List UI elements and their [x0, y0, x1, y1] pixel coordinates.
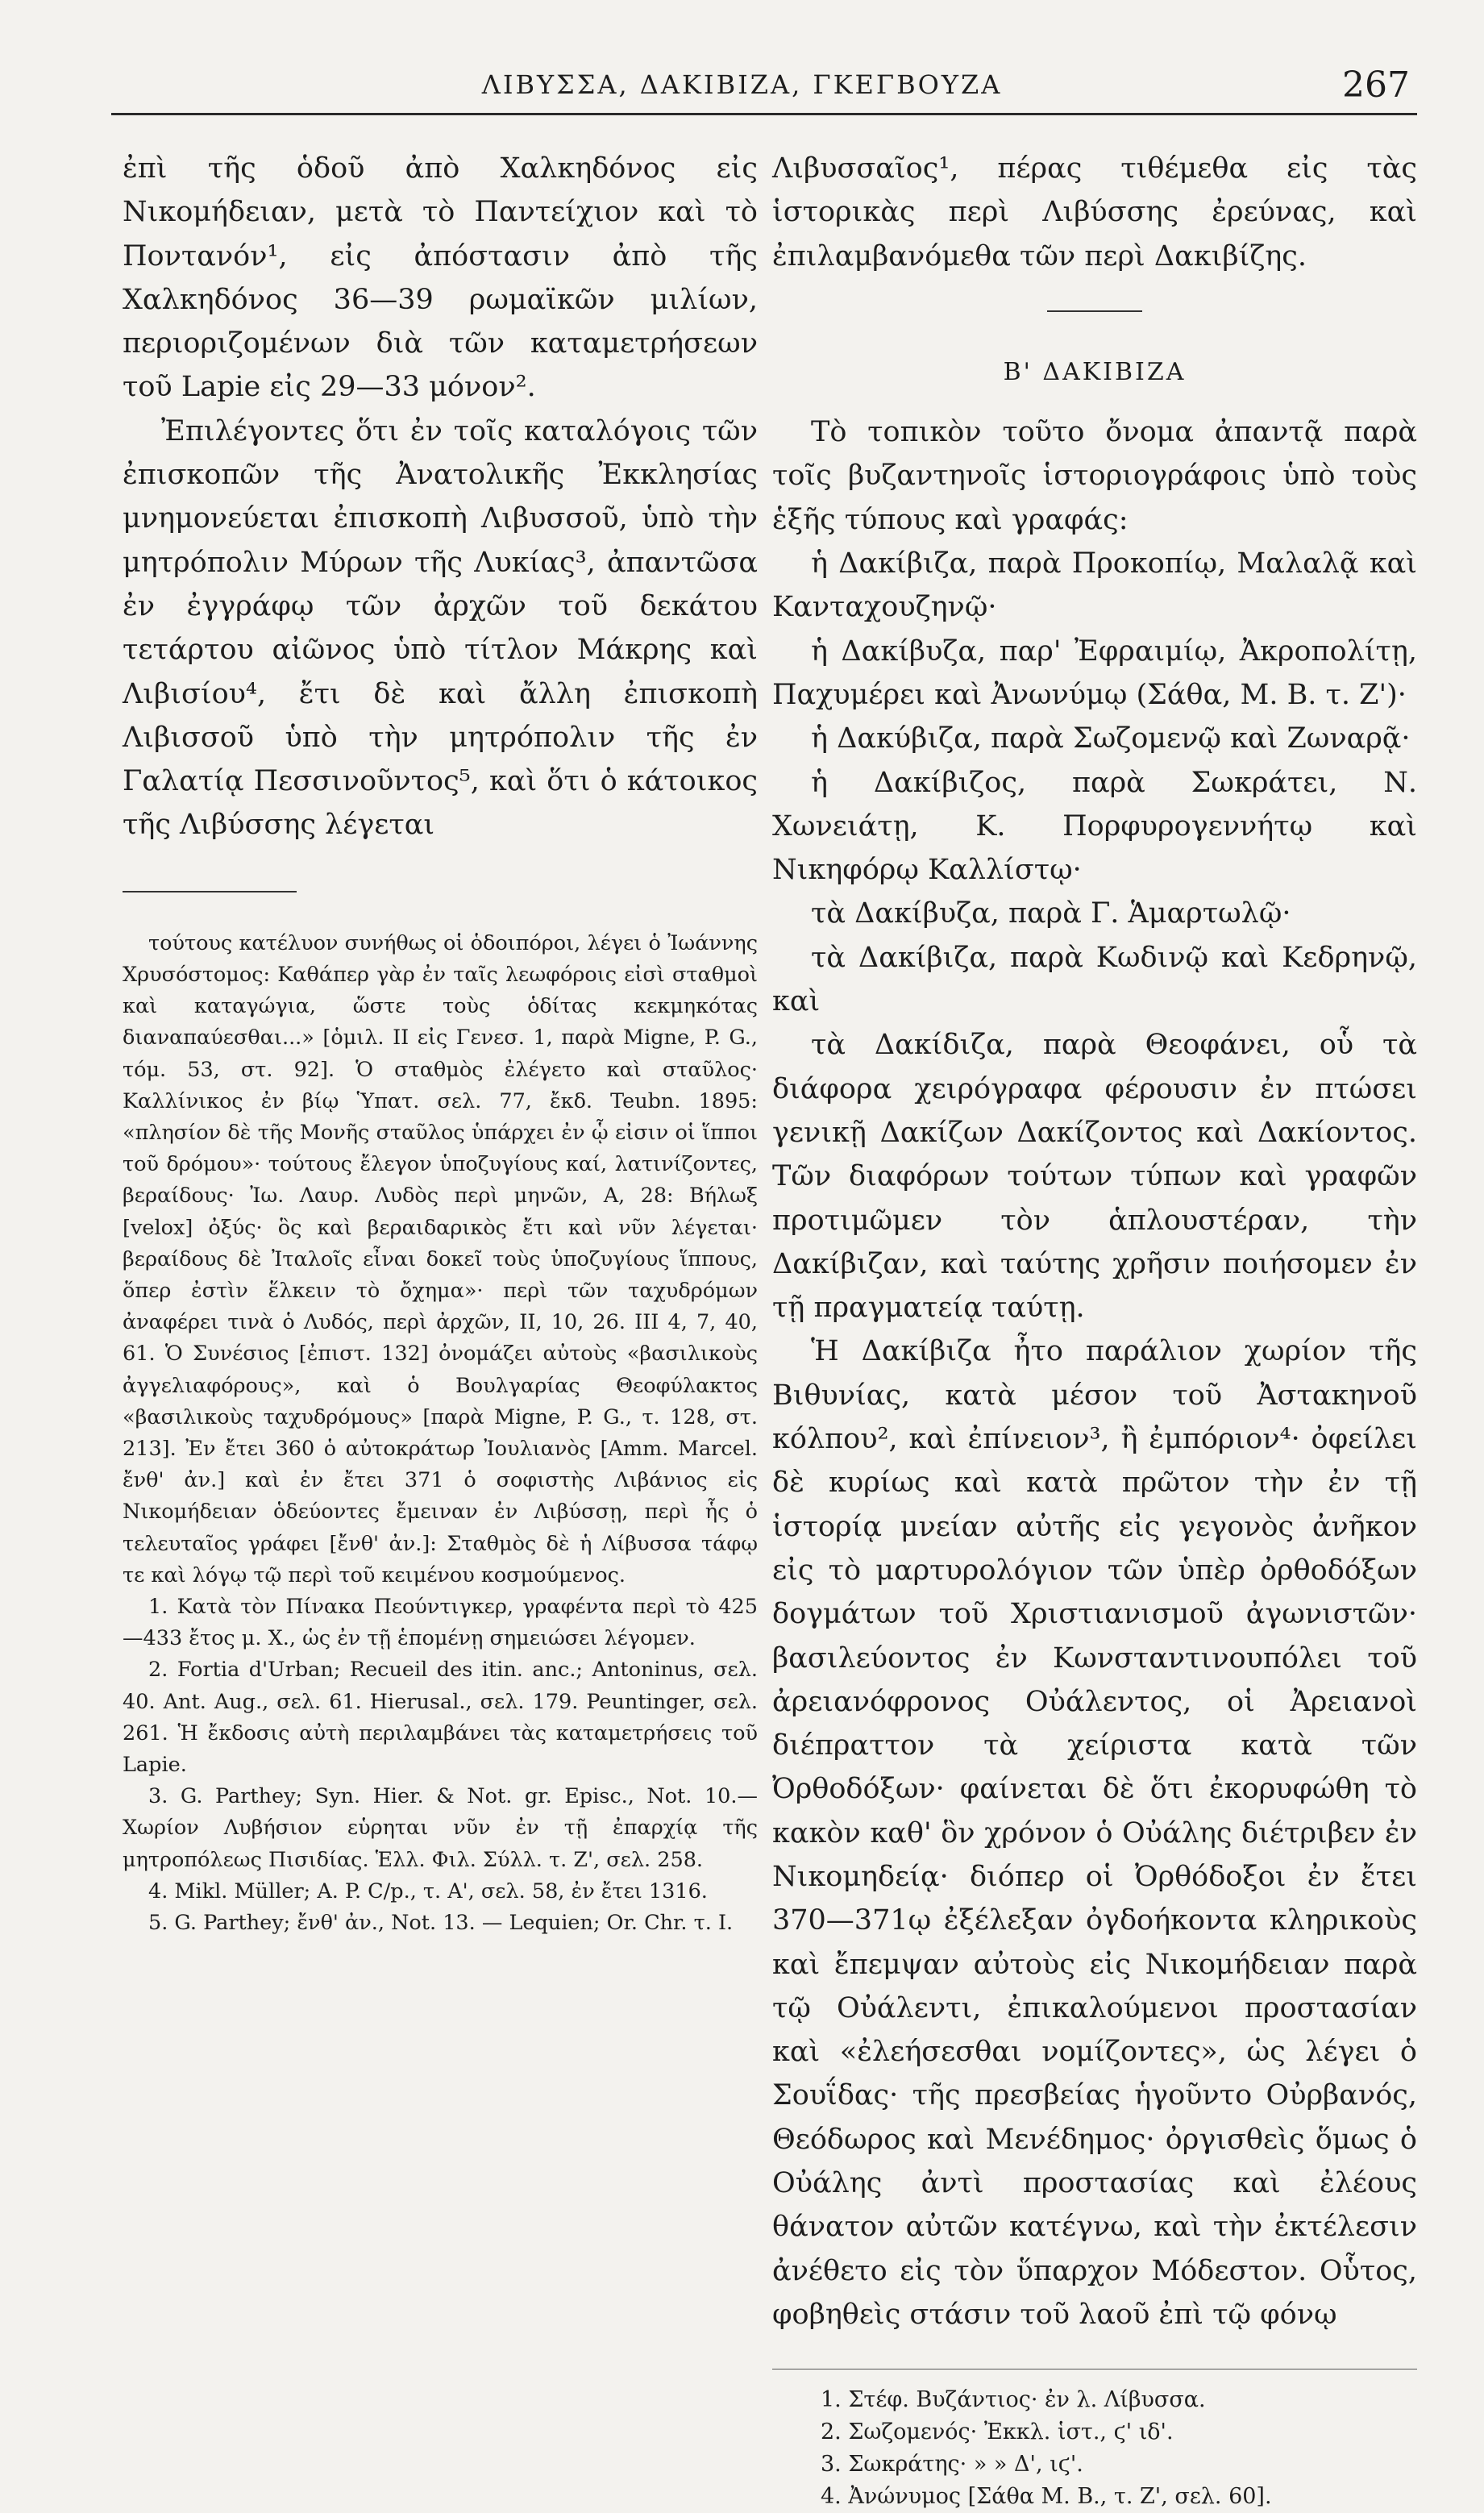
footnote-1: 1. Στέφ. Βυζάντιος· ἐν λ. Λίβυσσα. [821, 2387, 1206, 2413]
footnote-continuation: τούτους κατέλυον συνήθως οἱ ὁδοιπόροι, λέγει ὁ Ἰωάννης Χρυσόστομος: Καθάπερ γὰρ ἐν ταῖς λεωφόροις εἰσὶ σταθμοὶ καὶ καταγώγια, ὥστε τοὺς ὁδίτας κεκμηκότας διαναπαύεσθαι...» [ὁμιλ. ΙΙ εἰς Γενεσ. 1, παρὰ Migne, P. G., τόμ. 53, στ. 92]. Ὁ σταθμὸς ἐλέγετο καὶ σταῦλος· Καλλίνικος ἐν βίῳ Ὑπατ. σελ. 77, ἔκδ. Teubn. 1895: «πλησίον δὲ τῆς Μονῆς σταῦλος ὑπάρχει ἐν ᾧ εἰσιν οἱ ἵπποι τοῦ δρόμου»· τούτους ἔλεγον ὑποζυγίους καί, λατινίζοντες, βεραίδους· Ἰω. Λαυρ. Λυδὸς περὶ μηνῶν, Α, 28: Βήλωξ [velox] ὀξύς· ὃς καὶ βεραιδαρικὸς ἔτι καὶ νῦν λέγεται· βεραίδους δὲ Ἰταλοῖς εἶναι δοκεῖ τοὺς ὑποζυγίους ἵππους, ὅπερ ἐστὶν ἕλκειν τὸ ὄχημα»· περὶ τῶν ταχυδρόμων ἀναφέρει τινὰ ὁ Λυδός, περὶ ἀρχῶν, II, 10, 26. III 4, 7, 40, 61. Ὁ Συνέσιος [ἐπιστ. 132] ὀνομάζει αὐτοὺς «βασιλικοὺς ἀγγελιαφόρους», καὶ ὁ Βουλγαρίας Θεοφύλακτος «βασιλικοὺς ταχυδρόμους» [παρὰ Migne, P. G., τ. 128, στ. 213]. Ἐν ἔτει 360 ὁ αὐτοκράτωρ Ἰουλιανὸς [Amm. Marcel. ἔνθ' ἀν.] καὶ ἐν ἔτει 371 ὁ σοφιστὴς Λιβάνιος εἰς Νικομήδειαν ὁδεύοντες ἔμειναν ἐν Λιβύσσῃ, περὶ ἧς ὁ τελευταῖος γράφει [ἔνθ' ἀν.]: Σταθμὸς δὲ ἡ Λίβυσσα τάφῳ τε καὶ λόγῳ τῷ περὶ τοῦ κειμένου κοσμούμενος. [123, 930, 758, 1587]
footnote-2: 2. Σωζομενός· Ἐκκλ. ἱστ., ϛ' ιδ'. [821, 2419, 1174, 2445]
body-paragraph-2: Ἐπιλέγοντες ὅτι ἐν τοῖς καταλόγοις τῶν ἐπισκοπῶν τῆς Ἀνατολικῆς Ἐκκλησίας μνημονεύεται ἐπισκοπὴ Λιβυσσοῦ, ὑπὸ τὴν μητρόπολιν Μύρων τῆς Λυκίας³, ἀπαντῶσα ἐν ἐγγράφῳ τῶν ἀρχῶν τοῦ δεκάτου τετάρτου αἰῶνος ὑπὸ τίτλον Μάκρης καὶ Λιβισίου⁴, ἔτι δὲ καὶ ἄλλη ἐπισκοπὴ Λιβισσοῦ ὑπὸ τὴν μητρόπολιν τῆς ἐν Γαλατίᾳ Πεσσινοῦντος⁵, καὶ ὅτι ὁ κάτοικος τῆς Λιβύσσης λέγεται [123, 414, 758, 842]
right-column [772, 147, 1417, 2513]
body-paragraph-1: ἐπὶ τῆς ὁδοῦ ἀπὸ Χαλκηδόνος εἰς Νικομήδειαν, μετὰ τὸ Παντείχιον καὶ τὸ Ποντανόν¹, εἰς ἀπόστασιν ἀπὸ τῆς Χαλκηδόνος 36—39 ρωμαϊκῶν μιλίων, περιοριζομένων διὰ τῶν καταμετρήσεων τοῦ Lapie εἰς 29—33 μόνον². [123, 152, 758, 404]
body-paragraph-continued: Λιβυσσαῖος¹, πέρας τιθέμεθα εἰς τὰς ἱστορικὰς περὶ Λιβύσσης ἐρεύνας, καὶ ἐπιλαμβανόμεθα τῶν περὶ Δακιβίζης. [772, 152, 1417, 273]
footnote-4: 4. Ἀνώνυμος [Σάθα Μ. Β., τ. Ζ', σελ. 60]. [821, 2484, 1272, 2510]
running-title: ΛΙΒΥΣΣΑ, ΔΑΚΙΒΙΖΑ, ΓΚΕΓΒΟΥΖΑ [481, 69, 1003, 100]
variant-item: τὰ Δακίβυζα, παρὰ Γ. Ἁμαρτωλῷ· [811, 897, 1291, 930]
name-variant-list [772, 542, 1417, 1329]
variant-item: τὰ Δακίβιζα, παρὰ Κωδινῷ καὶ Κεδρηνῷ, καὶ [772, 941, 1417, 1018]
variant-item: ἡ Δακίβυζα, παρ' Ἐφραιμίῳ, Ἀκροπολίτῃ, Παχυμέρει καὶ Ἀνωνύμῳ (Σάθα, Μ. Β. τ. Ζ')· [772, 634, 1417, 711]
left-footnotes [123, 928, 758, 1940]
variant-item: τὰ Δακίδιζα, παρὰ Θεοφάνει, οὗ τὰ διάφορα χειρόγραφα φέρουσιν ἐν πτώσει γενικῇ Δακίζων Δακίζοντος καὶ Δακίοντος. Τῶν διαφόρων τούτων τύπων καὶ γραφῶν προτιμῶμεν τὸν ἁπλουστέραν, τὴν Δακίβιζαν, καὶ ταύτης χρῆσιν ποιήσομεν ἐν τῇ πραγματείᾳ ταύτῃ. [772, 1029, 1417, 1325]
section-title: Β' ΔΑΚΙΒΙΖΑ [1003, 357, 1187, 386]
main-paragraph: Ἡ Δακίβιζα ἦτο παράλιον χωρίον τῆς Βιθυνίας, κατὰ μέσον τοῦ Ἀστακηνοῦ κόλπου², καὶ ἐπίνειον³, ἢ ἐμπόριον⁴· ὀφείλει δὲ κυρίως καὶ κατὰ πρῶτον τὴν ἐν τῇ ἱστορίᾳ μνείαν αὐτῆς εἰς γεγονὸς ἀνῆκον εἰς τὸ μαρτυρολόγιον τῶν ὑπὲρ ὀρθοδόξων δογμάτων τοῦ Χριστιανισμοῦ ἀγωνιστῶν· βασιλεύοντος ἐν Κωνσταντινουπόλει τοῦ ἀρειανόφρονος Οὐάλεντος, οἱ Ἀρειανοὶ διέπραττον τὰ χείριστα κατὰ τῶν Ὀρθοδόξων· φαίνεται δὲ ὅτι ἐκορυφώθη τὸ κακὸν καθ' ὃν χρόνον ὁ Οὐάλης διέτριβεν ἐν Νικομηδείᾳ· διόπερ οἱ Ὀρθόδοξοι ἐν ἔτει 370—371ῳ ἐξέλεξαν ὀγδοήκοντα κληρικοὺς καὶ ἔπεμψαν αὐτοὺς εἰς Νικομήδειαν παρὰ τῷ Οὐάλεντι, ἐπικαλούμενοι προστασίαν καὶ «ἐλεήσεσθαι νομίζοντες», ὡς λέγει ὁ Σουΐδας· τῆς πρεσβείας ἡγοῦντο Οὐρβανός, Θεόδωρος καὶ Μενέδημος· ὀργισθεὶς ὅμως ὁ Οὐάλης ἀντὶ προστασίας καὶ ἐλέους θάνατον αὐτῶν κατέγνω, καὶ τὴν ἐκτέλεσιν ἀνέθετο εἰς τὸν ὕπαρχον Μόδεστον. Οὗτος, φοβηθεὶς στάσιν τοῦ λαοῦ ἐπὶ τῷ φόνῳ [772, 1335, 1417, 2331]
page-number: 267 [1342, 64, 1410, 106]
right-footnotes [772, 2384, 1417, 2513]
variant-item: ἡ Δακίβιζος, παρὰ Σωκράτει, Ν. Χωνειάτῃ, Κ. Πορφυρογεννήτῳ καὶ Νικηφόρῳ Καλλίστῳ· [772, 766, 1417, 887]
footnote-4: 4. Mikl. Müller; A. P. C/p., τ. Α', σελ. 58, ἐν ἔτει 1316. [148, 1879, 708, 1903]
left-column [123, 147, 758, 1939]
header-rule [111, 113, 1417, 115]
footnote-separator [123, 891, 297, 892]
footnote-3: 3. Σωκράτης· » » Δ', ιϛ'. [821, 2452, 1083, 2478]
section-rule [1047, 310, 1142, 312]
running-head [0, 64, 1484, 113]
footnote-5: 5. G. Parthey; ἔνθ' ἀν., Not. 13. — Lequien; Or. Chr. τ. I. [148, 1911, 734, 1936]
variant-item: ἡ Δακίβιζα, παρὰ Προκοπίῳ, Μαλαλᾷ καὶ Κανταχουζηνῷ· [772, 547, 1417, 624]
footnote-2: 2. Fortia d'Urban; Recueil des itin. anc.; Antoninus, σελ. 40. Ant. Aug., σελ. 61. Hierusal., σελ. 179. Peuntinger, σελ. 261. Ἡ ἔκδοσις αὐτὴ περιλαμβάνει τὰς καταμετρήσεις τοῦ Lapie. [123, 1658, 758, 1778]
footnote-1: 1. Κατὰ τὸν Πίνακα Πεούντιγκερ, γραφέντα περὶ τὸ 425—433 ἔτος μ. Χ., ὡς ἐν τῇ ἑπομένῃ σημειώσει λέγομεν. [123, 1595, 758, 1651]
variant-item: ἡ Δακύβιζα, παρὰ Σωζομενῷ καὶ Ζωναρᾷ· [811, 722, 1411, 755]
intro-paragraph: Τὸ τοπικὸν τοῦτο ὄνομα ἀπαντᾷ παρὰ τοῖς βυζαντηνοῖς ἱστοριογράφοις ὑπὸ τοὺς ἑξῆς τύπους καὶ γραφάς: [772, 416, 1417, 536]
footnote-3: 3. G. Parthey; Syn. Hier. & Not. gr. Episc., Not. 10.—Χωρίον Λυβήσιον εὑρηται νῦν ἐν τῇ ἐπαρχίᾳ τῆς μητροπόλεως Πισιδίας. Ἑλλ. Φιλ. Σύλλ. τ. Ζ', σελ. 258. [123, 1784, 758, 1872]
